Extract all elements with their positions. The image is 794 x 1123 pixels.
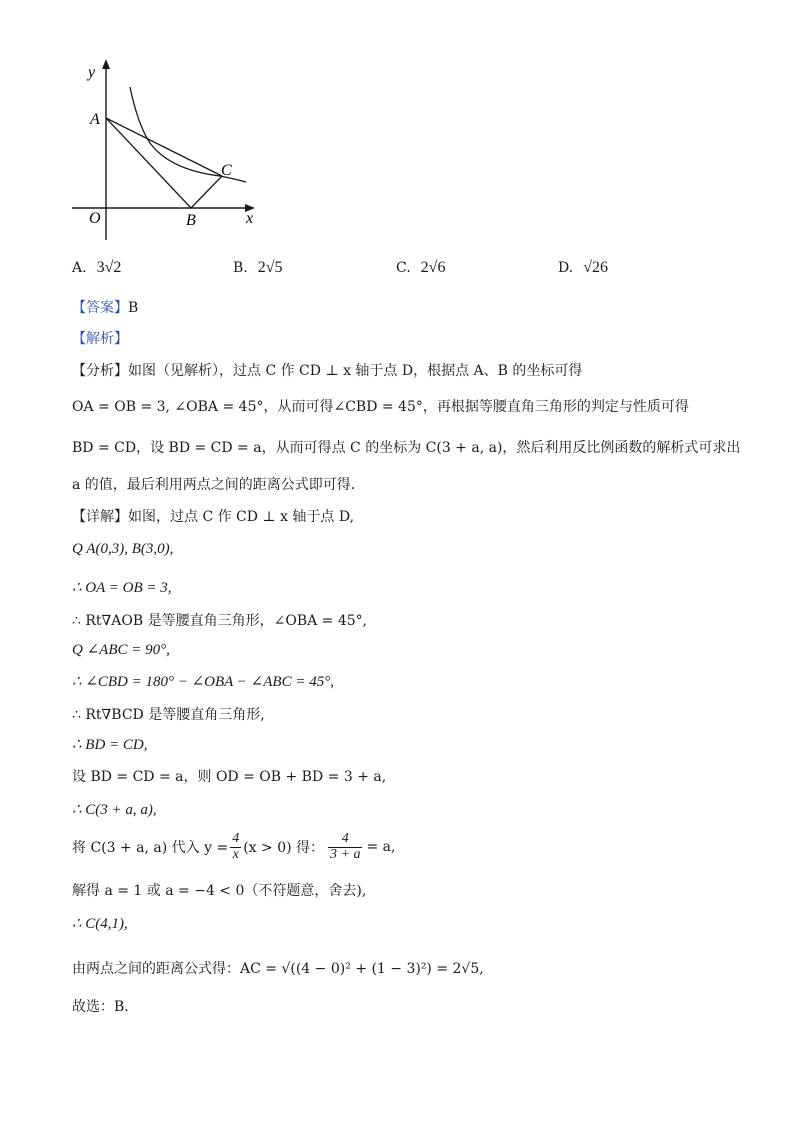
fraction-denominator: x (232, 846, 239, 862)
option-value: 2√5 (257, 259, 283, 276)
detail-line-7: ∴ Rt∇BCD 是等腰直角三角形, (72, 707, 265, 723)
option-d[interactable] (558, 259, 608, 277)
analysis-tag: 【解析】 (72, 331, 128, 347)
label-y: y (88, 64, 96, 81)
fenxi-text-1: 如图（见解析），过点 C 作 CD ⊥ x 轴于点 D，根据点 A、B 的坐标可得 (128, 363, 583, 379)
y-axis-arrow (102, 59, 110, 69)
fraction-4-over-x (230, 832, 241, 862)
function-graph (60, 55, 270, 250)
detail-line-2: Q A(0,3), B(3,0), (72, 541, 174, 557)
label-x: x (246, 210, 254, 227)
fenxi-line-4: a 的值，最后利用两点之间的距离公式即可得． (72, 477, 365, 493)
label-o: O (89, 210, 101, 227)
fenxi-line-2: OA = OB = 3, ∠OBA = 45°，从而可得∠CBD = 45°，再根据等腰直角三角形的判定与性质可得 (72, 399, 689, 415)
detail-tag: 【详解】 (72, 509, 128, 525)
option-letter: A. (72, 260, 87, 276)
detail-line-11-mid: (x > 0) 得： (243, 840, 325, 857)
segment-ab (106, 118, 191, 208)
fraction-numerator: 4 (328, 832, 362, 848)
label-b: B (186, 212, 196, 229)
option-value: √26 (583, 259, 608, 276)
fenxi-tag: 【分析】 (72, 363, 128, 379)
detail-line-11-post: = a, (366, 839, 396, 856)
detail-line-9: 设 BD = CD = a，则 OD = OB + BD = 3 + a, (72, 769, 387, 785)
detail-line-11-pre: 将 C(3 + a, a) 代入 y = (72, 840, 229, 857)
detail-line-13: ∴ C(4,1), (72, 916, 128, 932)
fraction-4-over-3-plus-a (328, 832, 362, 862)
detail-line-14: 由两点之间的距离公式得：AC = √((4 − 0)² + (1 − 3)²) = 2√5, (72, 961, 484, 977)
answer-line (72, 297, 138, 317)
detail-text-1: 如图，过点 C 作 CD ⊥ x 轴于点 D, (128, 509, 355, 525)
detail-line-10: ∴ C(3 + a, a), (72, 802, 157, 818)
detail-line-3: ∴ OA = OB = 3, (72, 580, 172, 596)
option-b[interactable] (233, 259, 283, 277)
label-a: A (90, 111, 100, 128)
answer-value: B (128, 300, 139, 316)
option-letter: B. (233, 260, 248, 276)
detail-line-15: 故选：B． (72, 999, 139, 1015)
segment-ac (106, 118, 222, 176)
label-c: C (221, 162, 232, 179)
fenxi-line-3: BD = CD，设 BD = CD = a，从而可得点 C 的坐标为 C(3 + a, a)，然后利用反比例函数的解析式可求出 (72, 440, 741, 456)
fraction-denominator: 3 + a (330, 846, 361, 862)
fraction-numerator: 4 (232, 831, 240, 846)
option-value: 2√6 (420, 259, 446, 276)
answer-tag: 【答案】 (72, 300, 128, 316)
segment-bc (191, 176, 222, 208)
fenxi-line-1 (72, 360, 582, 380)
detail-line-8: ∴ BD = CD, (72, 737, 148, 753)
detail-line-4: ∴ Rt∇AOB 是等腰直角三角形，∠OBA = 45°, (72, 613, 368, 629)
option-letter: D. (558, 260, 574, 276)
option-value: 3√2 (96, 259, 122, 276)
detail-line-5: Q ∠ABC = 90°, (72, 642, 170, 658)
option-letter: C. (396, 260, 411, 276)
detail-line-11 (72, 832, 395, 862)
detail-line-1 (72, 506, 354, 526)
option-a[interactable] (72, 259, 121, 277)
detail-line-6: ∴ ∠CBD = 180° − ∠OBA − ∠ABC = 45°, (72, 674, 334, 690)
detail-line-12: 解得 a = 1 或 a = −4 < 0（不符题意，舍去), (72, 883, 367, 899)
option-c[interactable] (396, 259, 445, 277)
